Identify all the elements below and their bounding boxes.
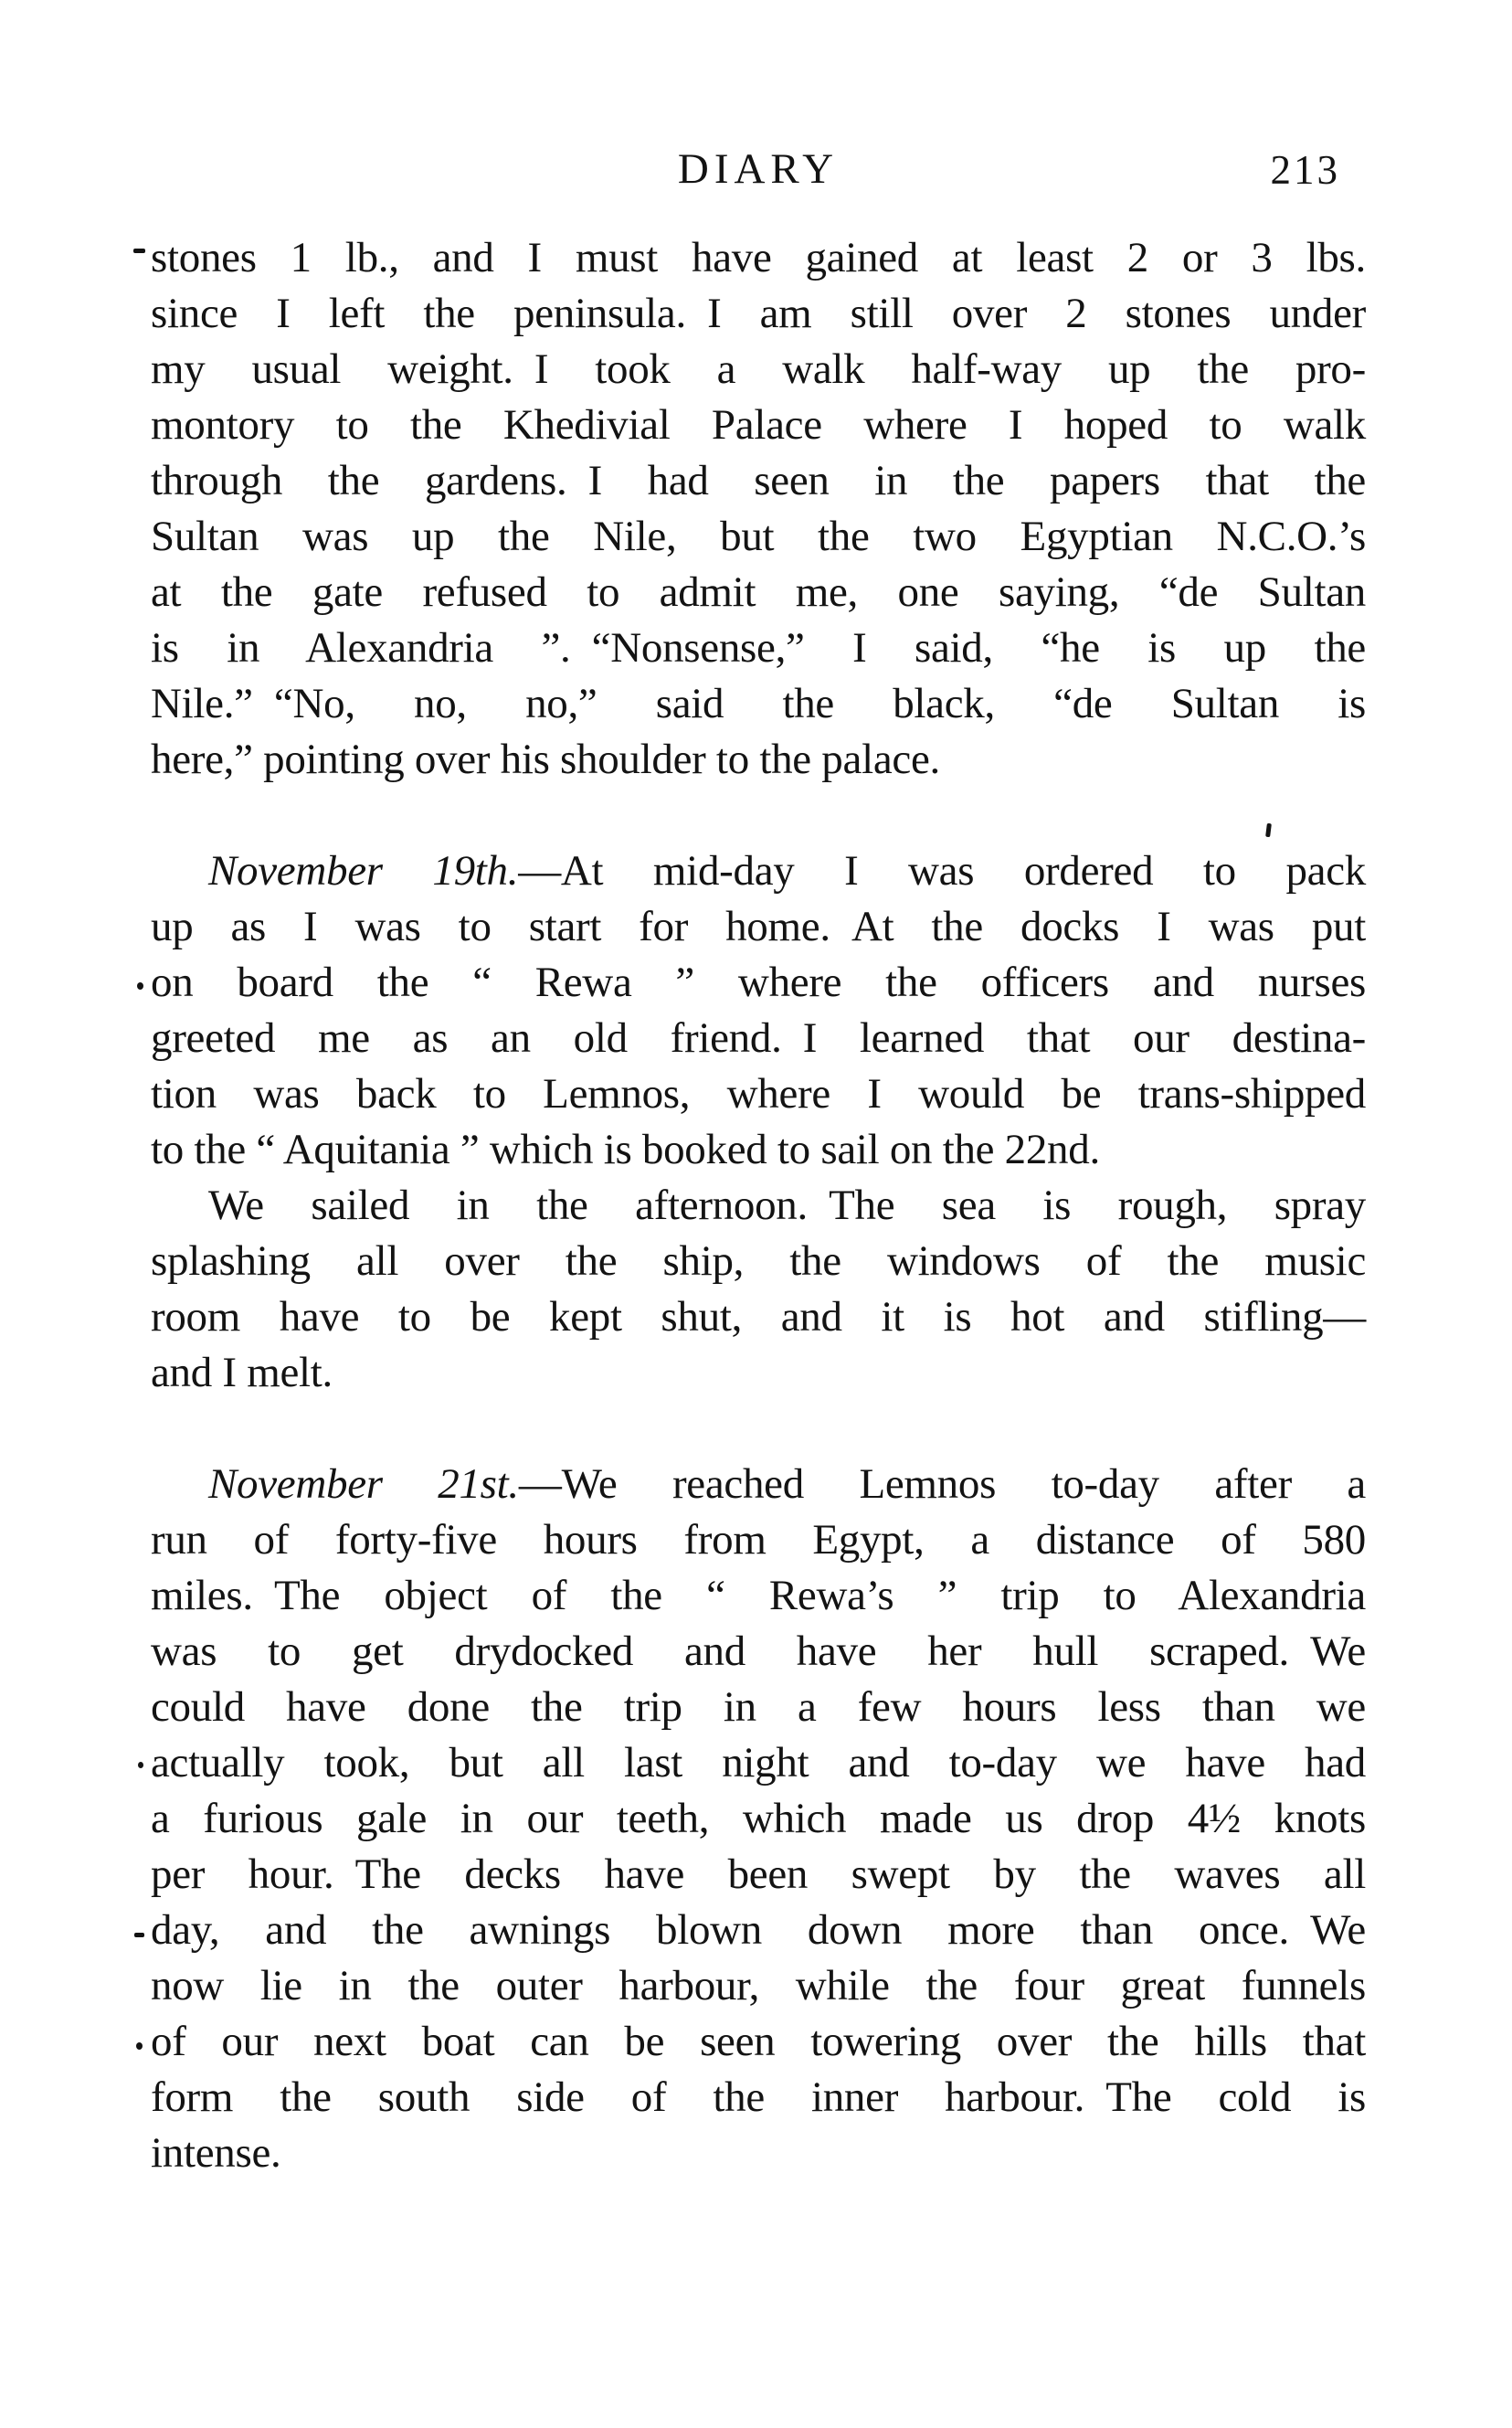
scan-artifact: [134, 1933, 144, 1937]
paragraph-we-sailed: [151, 1178, 1366, 1401]
text-line: through the gardens. I had seen in the papers that the: [151, 457, 1366, 504]
text-line: We sailed in the afternoon. The sea is rough, spray: [208, 1182, 1366, 1229]
text-line: since I left the peninsula. I am still over 2 stones under: [151, 290, 1366, 337]
paragraph-continuation: [151, 230, 1366, 788]
text-line: day, and the awnings blown down more than once. We: [151, 1906, 1366, 1954]
text-line: up as I was to start for home. At the docks I was put: [151, 903, 1366, 950]
text-line: intense.: [151, 2129, 281, 2177]
text-line: on board the “ Rewa ” where the officers and nurses: [151, 959, 1366, 1006]
page-header: [151, 144, 1366, 208]
text-line: could have done the trip in a few hours less than we: [151, 1683, 1366, 1731]
paragraph-november-19th: [151, 843, 1366, 1178]
text-run: —At mid-day I was ordered to pack: [518, 847, 1366, 895]
running-title: DIARY: [677, 145, 840, 193]
text-line: my usual weight. I took a walk half-way up the pro-: [151, 345, 1366, 393]
text-line: [151, 843, 1366, 899]
text-line: miles. The object of the “ Rewa’s ” trip to Alexandria: [151, 1572, 1366, 1619]
scan-artifact: [138, 1762, 143, 1768]
scan-artifact: [133, 249, 145, 253]
date-heading: November 19th.: [208, 847, 519, 895]
text-line: now lie in the outer harbour, while the four great funnels: [151, 1962, 1366, 2009]
text-line: montory to the Khedivial Palace where I hoped to walk: [151, 401, 1366, 449]
text-line: stones 1 lb., and I must have gained at least 2 or 3 lbs.: [151, 234, 1366, 281]
date-heading: November 21st.: [208, 1460, 519, 1508]
scan-artifact: [136, 2042, 143, 2050]
paragraph-november-21st: [151, 1457, 1366, 2181]
text-line: actually took, but all last night and to-day we have had: [151, 1739, 1366, 1787]
scan-artifact: [137, 982, 143, 990]
text-line: Sultan was up the Nile, but the two Egyptian N.C.O.’s: [151, 513, 1366, 560]
text-line: per hour. The decks have been swept by the waves all: [151, 1850, 1366, 1898]
page-number: 213: [1270, 147, 1340, 193]
text-line: and I melt.: [151, 1349, 333, 1396]
text-line: here,” pointing over his shoulder to the palace.: [151, 736, 940, 783]
text-line: run of forty-five hours from Egypt, a distance of 580: [151, 1516, 1366, 1564]
text-line: greeted me as an old friend. I learned that our destina-: [151, 1014, 1366, 1062]
text-line: form the south side of the inner harbour. The cold is: [151, 2073, 1366, 2121]
text-line: of our next boat can be seen towering over the hills that: [151, 2018, 1366, 2065]
text-run: —We reached Lemnos to-day after a: [518, 1460, 1366, 1508]
text-line: tion was back to Lemnos, where I would be trans-shipped: [151, 1070, 1366, 1118]
text-line: at the gate refused to admit me, one saying, “de Sultan: [151, 568, 1366, 616]
text-line: a furious gale in our teeth, which made us drop 4½ knots: [151, 1795, 1366, 1842]
text-line: is in Alexandria ”. “Nonsense,” I said, “he is up the: [151, 624, 1366, 672]
text-line: room have to be kept shut, and it is hot and stifling—: [151, 1293, 1366, 1341]
page-body: [151, 230, 1366, 2181]
text-line: Nile.” “No, no, no,” said the black, “de Sultan is: [151, 680, 1366, 727]
text-line: was to get drydocked and have her hull scraped. We: [151, 1628, 1366, 1675]
text-line: to the “ Aquitania ” which is booked to sail on the 22nd.: [151, 1126, 1100, 1173]
text-line: [151, 1457, 1366, 1512]
text-line: splashing all over the ship, the windows of the music: [151, 1237, 1366, 1285]
